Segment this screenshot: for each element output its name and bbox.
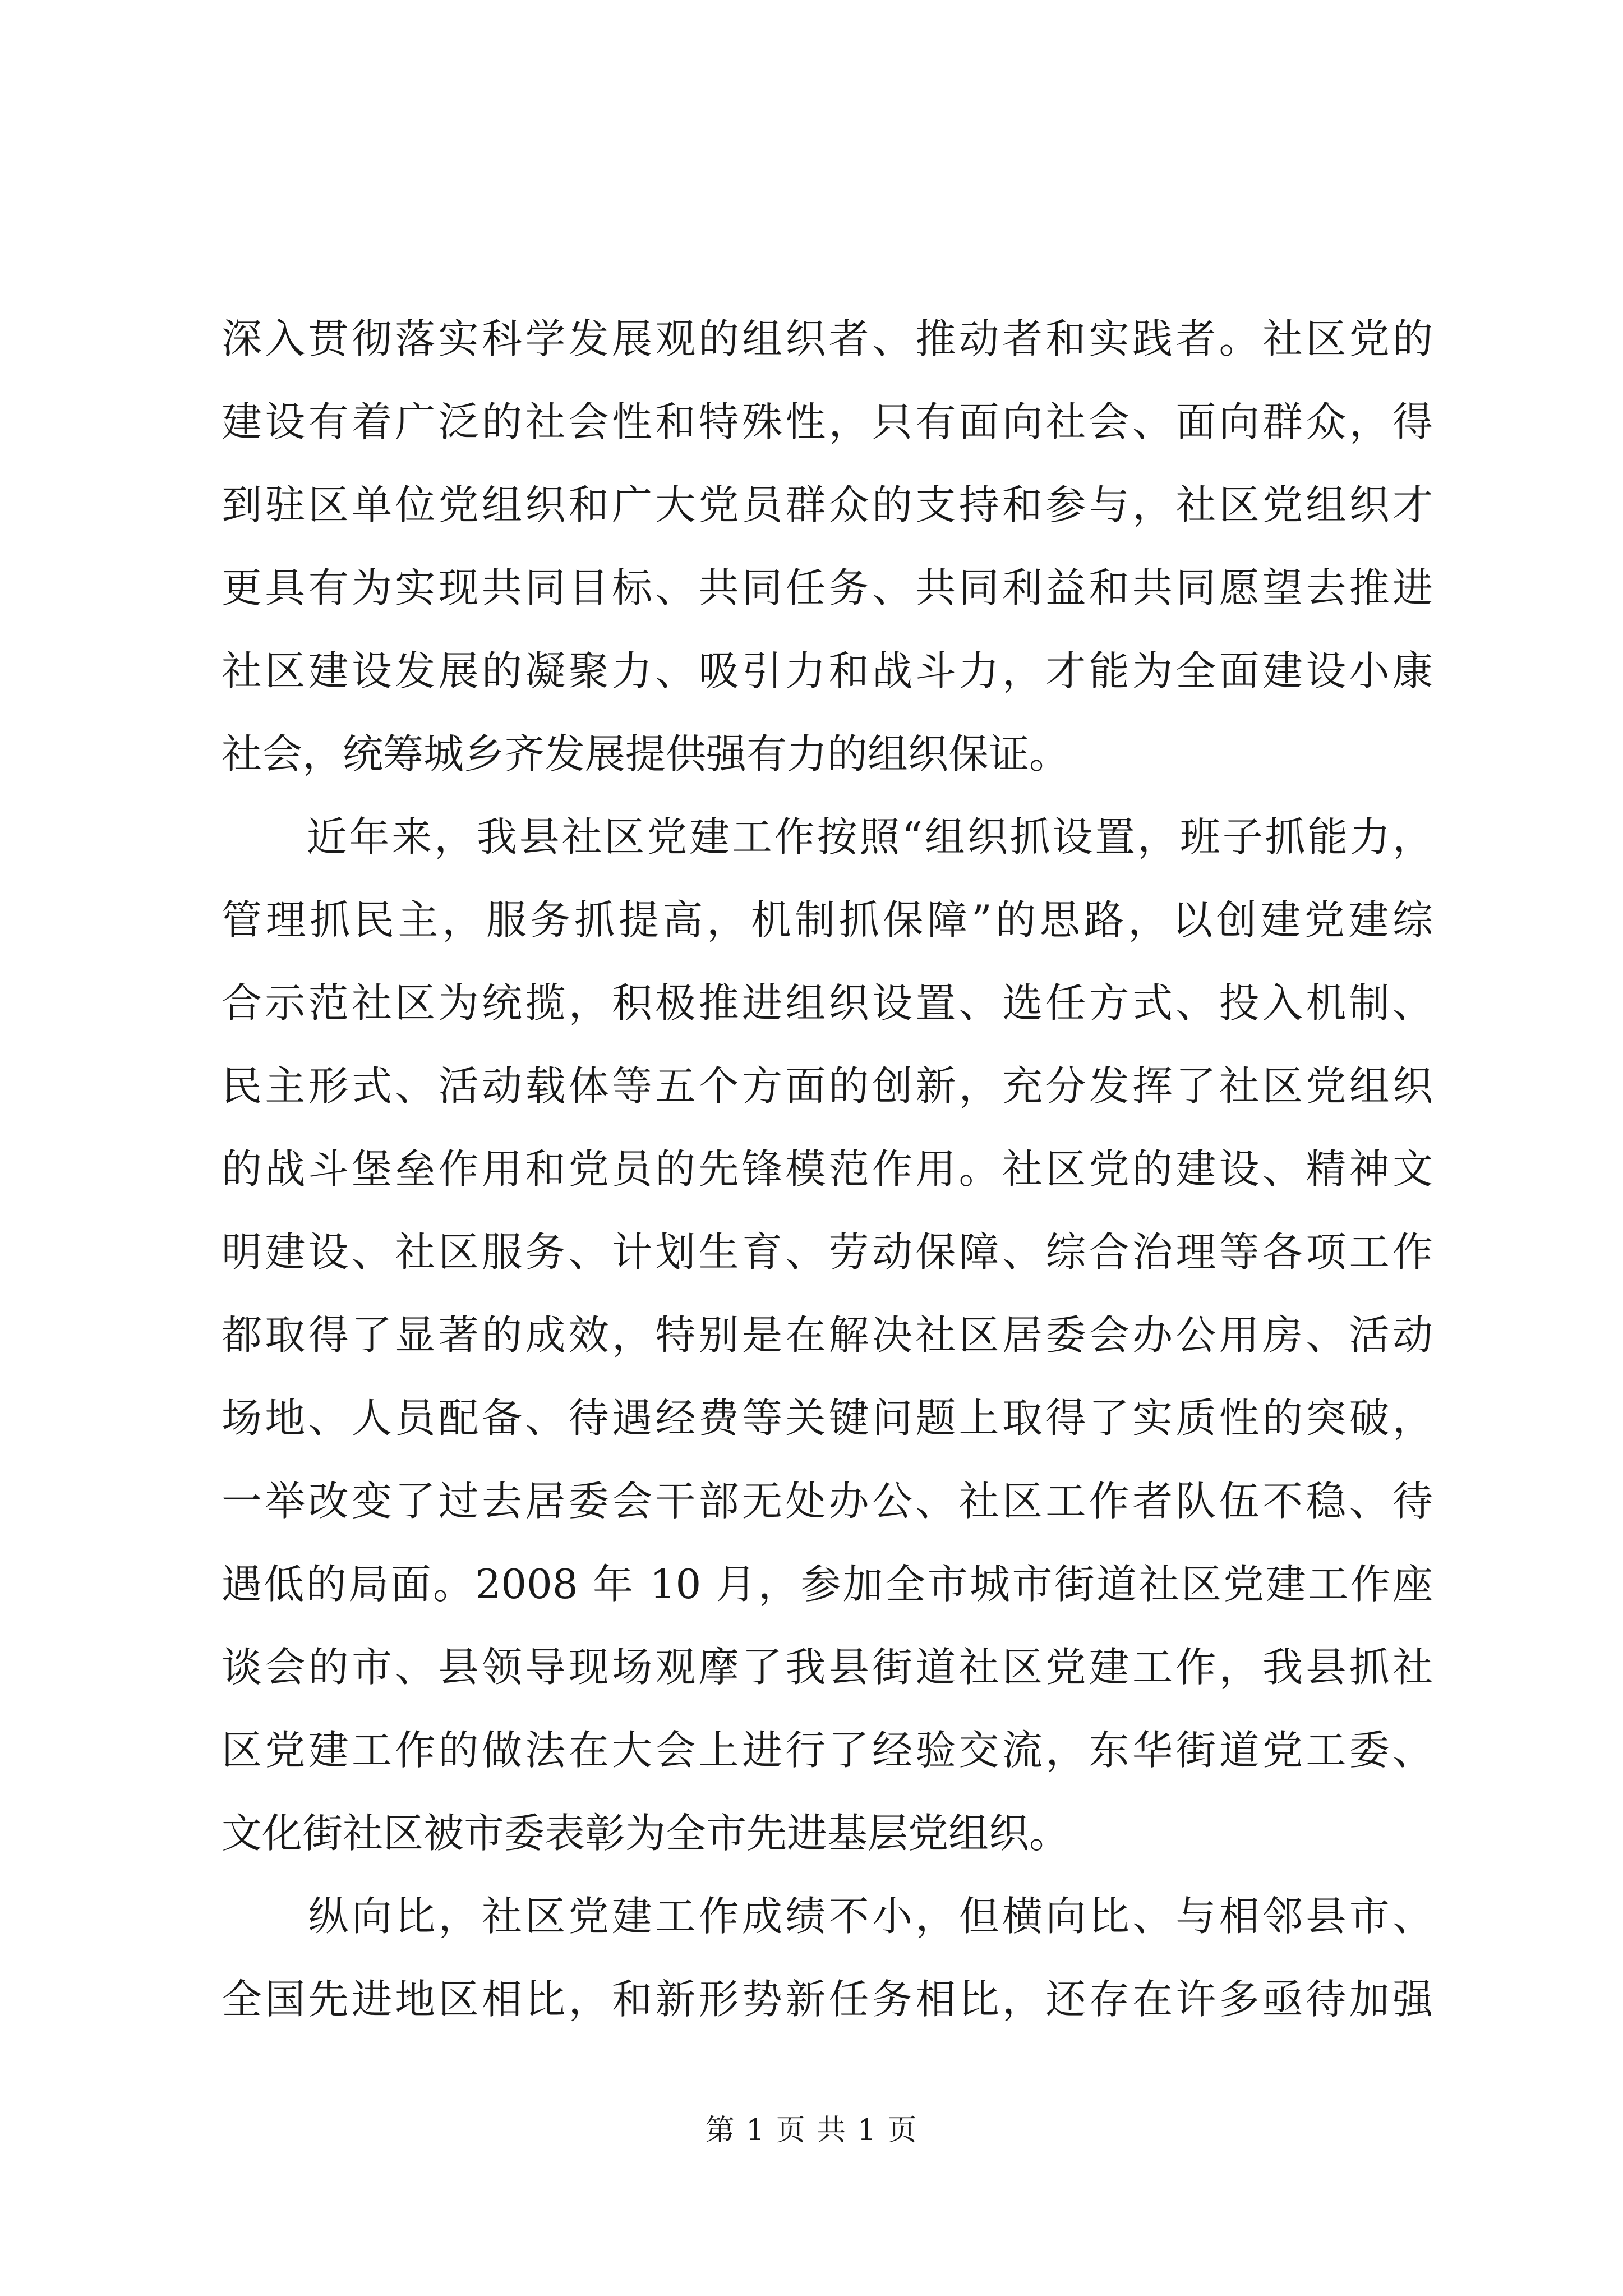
text-line: 都取得了显著的成效，特别是在解决社区居委会办公用房、活动 <box>222 1312 1433 1359</box>
page-number-footer: 第 1 页 共 1 页 <box>705 2114 918 2147</box>
text-line: 近年来，我县社区党建工作按照“组织抓设置，班子抓能力， <box>222 813 1433 861</box>
text-line: 建设有着广泛的社会性和特殊性，只有面向社会、面向群众，得 <box>222 398 1433 445</box>
text-line: 一举改变了过去居委会干部无处办公、社区工作者队伍不稳、待 <box>222 1478 1433 1525</box>
text-line: 遇低的局面。2008 年 10 月，参加全市城市街道社区党建工作座 <box>222 1561 1433 1608</box>
text-line: 文化街社区被市委表彰为全市先进基层党组织。 <box>222 1810 1070 1857</box>
text-line: 场地、人员配备、待遇经费等关键问题上取得了实质性的突破， <box>222 1395 1433 1442</box>
text-line: 深入贯彻落实科学发展观的组织者、推动者和实践者。社区党的 <box>222 315 1433 362</box>
text-line: 更具有为实现共同目标、共同任务、共同利益和共同愿望去推进 <box>222 564 1433 611</box>
text-line: 民主形式、活动载体等五个方面的创新，充分发挥了社区党组织 <box>222 1062 1433 1110</box>
document-body <box>222 297 1433 2041</box>
text-line: 合示范社区为统揽，积极推进组织设置、选任方式、投入机制、 <box>222 979 1433 1027</box>
text-line: 区党建工作的做法在大会上进行了经验交流，东华街道党工委、 <box>222 1727 1433 1774</box>
text-line: 谈会的市、县领导现场观摩了我县街道社区党建工作，我县抓社 <box>222 1644 1433 1691</box>
text-line: 社会，统筹城乡齐发展提供强有力的组织保证。 <box>222 730 1070 777</box>
text-line: 到驻区单位党组织和广大党员群众的支持和参与，社区党组织才 <box>222 481 1433 528</box>
text-line: 管理抓民主，服务抓提高，机制抓保障”的思路，以创建党建综 <box>222 896 1433 944</box>
text-line: 纵向比，社区党建工作成绩不小，但横向比、与相邻县市、 <box>222 1893 1433 1940</box>
text-line: 的战斗堡垒作用和党员的先锋模范作用。社区党的建设、精神文 <box>222 1145 1433 1193</box>
text-line: 明建设、社区服务、计划生育、劳动保障、综合治理等各项工作 <box>222 1228 1433 1276</box>
text-line: 全国先进地区相比，和新形势新任务相比，还存在许多亟待加强 <box>222 1976 1433 2023</box>
text-line: 社区建设发展的凝聚力、吸引力和战斗力，才能为全面建设小康 <box>222 647 1433 694</box>
